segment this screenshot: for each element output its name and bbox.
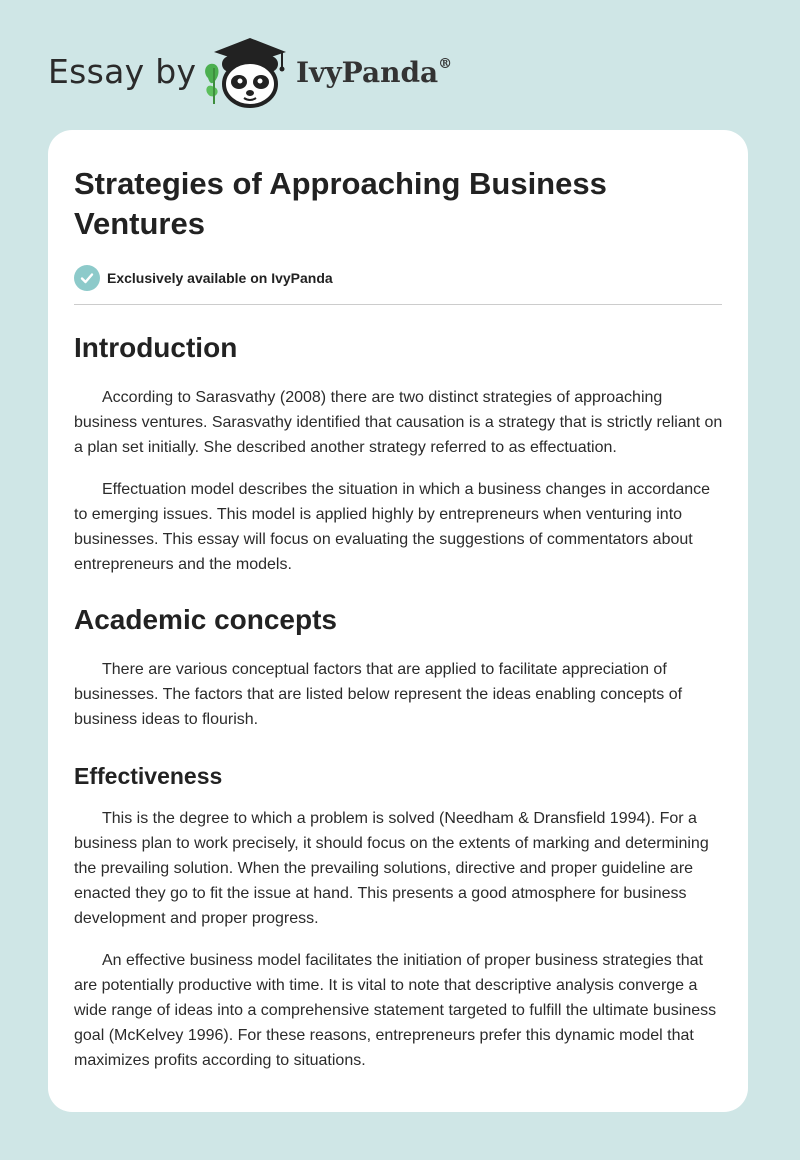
panda-logo-icon[interactable] [200, 34, 296, 110]
registered-mark: ® [438, 55, 453, 72]
paragraph: Effectuation model describes the situation in which a business changes in accordance to emerging issues. This model is applied highly by entrepreneurs when venturing into businesses. This essay will focus on evaluating the suggestions of commentators about entrepreneurs and the models. [74, 481, 711, 573]
paragraph: An effective business model facilitates the initiation of proper business strategies that are potentially productive with time. It is vital to note that descriptive analysis converge a wide range of ideas into a comprehensive statement targeted to fulfill the ultimate business goal (McKelvey 1996). For these reasons, entrepreneurs prefer this dynamic model that maximizes profits according to situations. [74, 952, 717, 1069]
paragraph: According to Sarasvathy (2008) there are two distinct strategies of approaching business ventures. Sarasvathy identified that causation is a strategy that is strictly reliant on a plan set initially. She described another strategy referred to as effectuation. [74, 389, 723, 456]
exclusive-badge [74, 264, 724, 292]
essay-by-label: Essay by [48, 52, 197, 91]
title-divider [74, 304, 722, 305]
brand-name[interactable] [296, 56, 452, 89]
paragraph: This is the degree to which a problem is solved (Needham & Dransfield 1994). For a business plan to work precisely, it should focus on the extents of marking and determining the prevailing solution. When the prevailing solutions, directive and proper guideline are enacted they go to fit the issue at hand. This presents a good atmosphere for business development and proper progress. [74, 810, 709, 927]
section-heading-effectiveness: Effectiveness [74, 763, 223, 789]
brand-text: IvyPanda [296, 56, 439, 89]
checkmark-icon [74, 265, 100, 291]
essay-card [48, 130, 748, 1112]
section-heading-academic-concepts: Academic concepts [74, 604, 337, 635]
paragraph: There are various conceptual factors that are applied to facilitate appreciation of businesses. The factors that are listed below represent the ideas enabling concepts of business ideas to flourish. [74, 661, 683, 728]
page-title: Strategies of Approaching Business Ventures [74, 166, 607, 241]
exclusive-badge-label: Exclusively available on IvyPanda [107, 270, 333, 286]
essay-content [74, 164, 724, 1073]
section-heading-introduction: Introduction [74, 332, 238, 363]
site-header [48, 34, 508, 110]
